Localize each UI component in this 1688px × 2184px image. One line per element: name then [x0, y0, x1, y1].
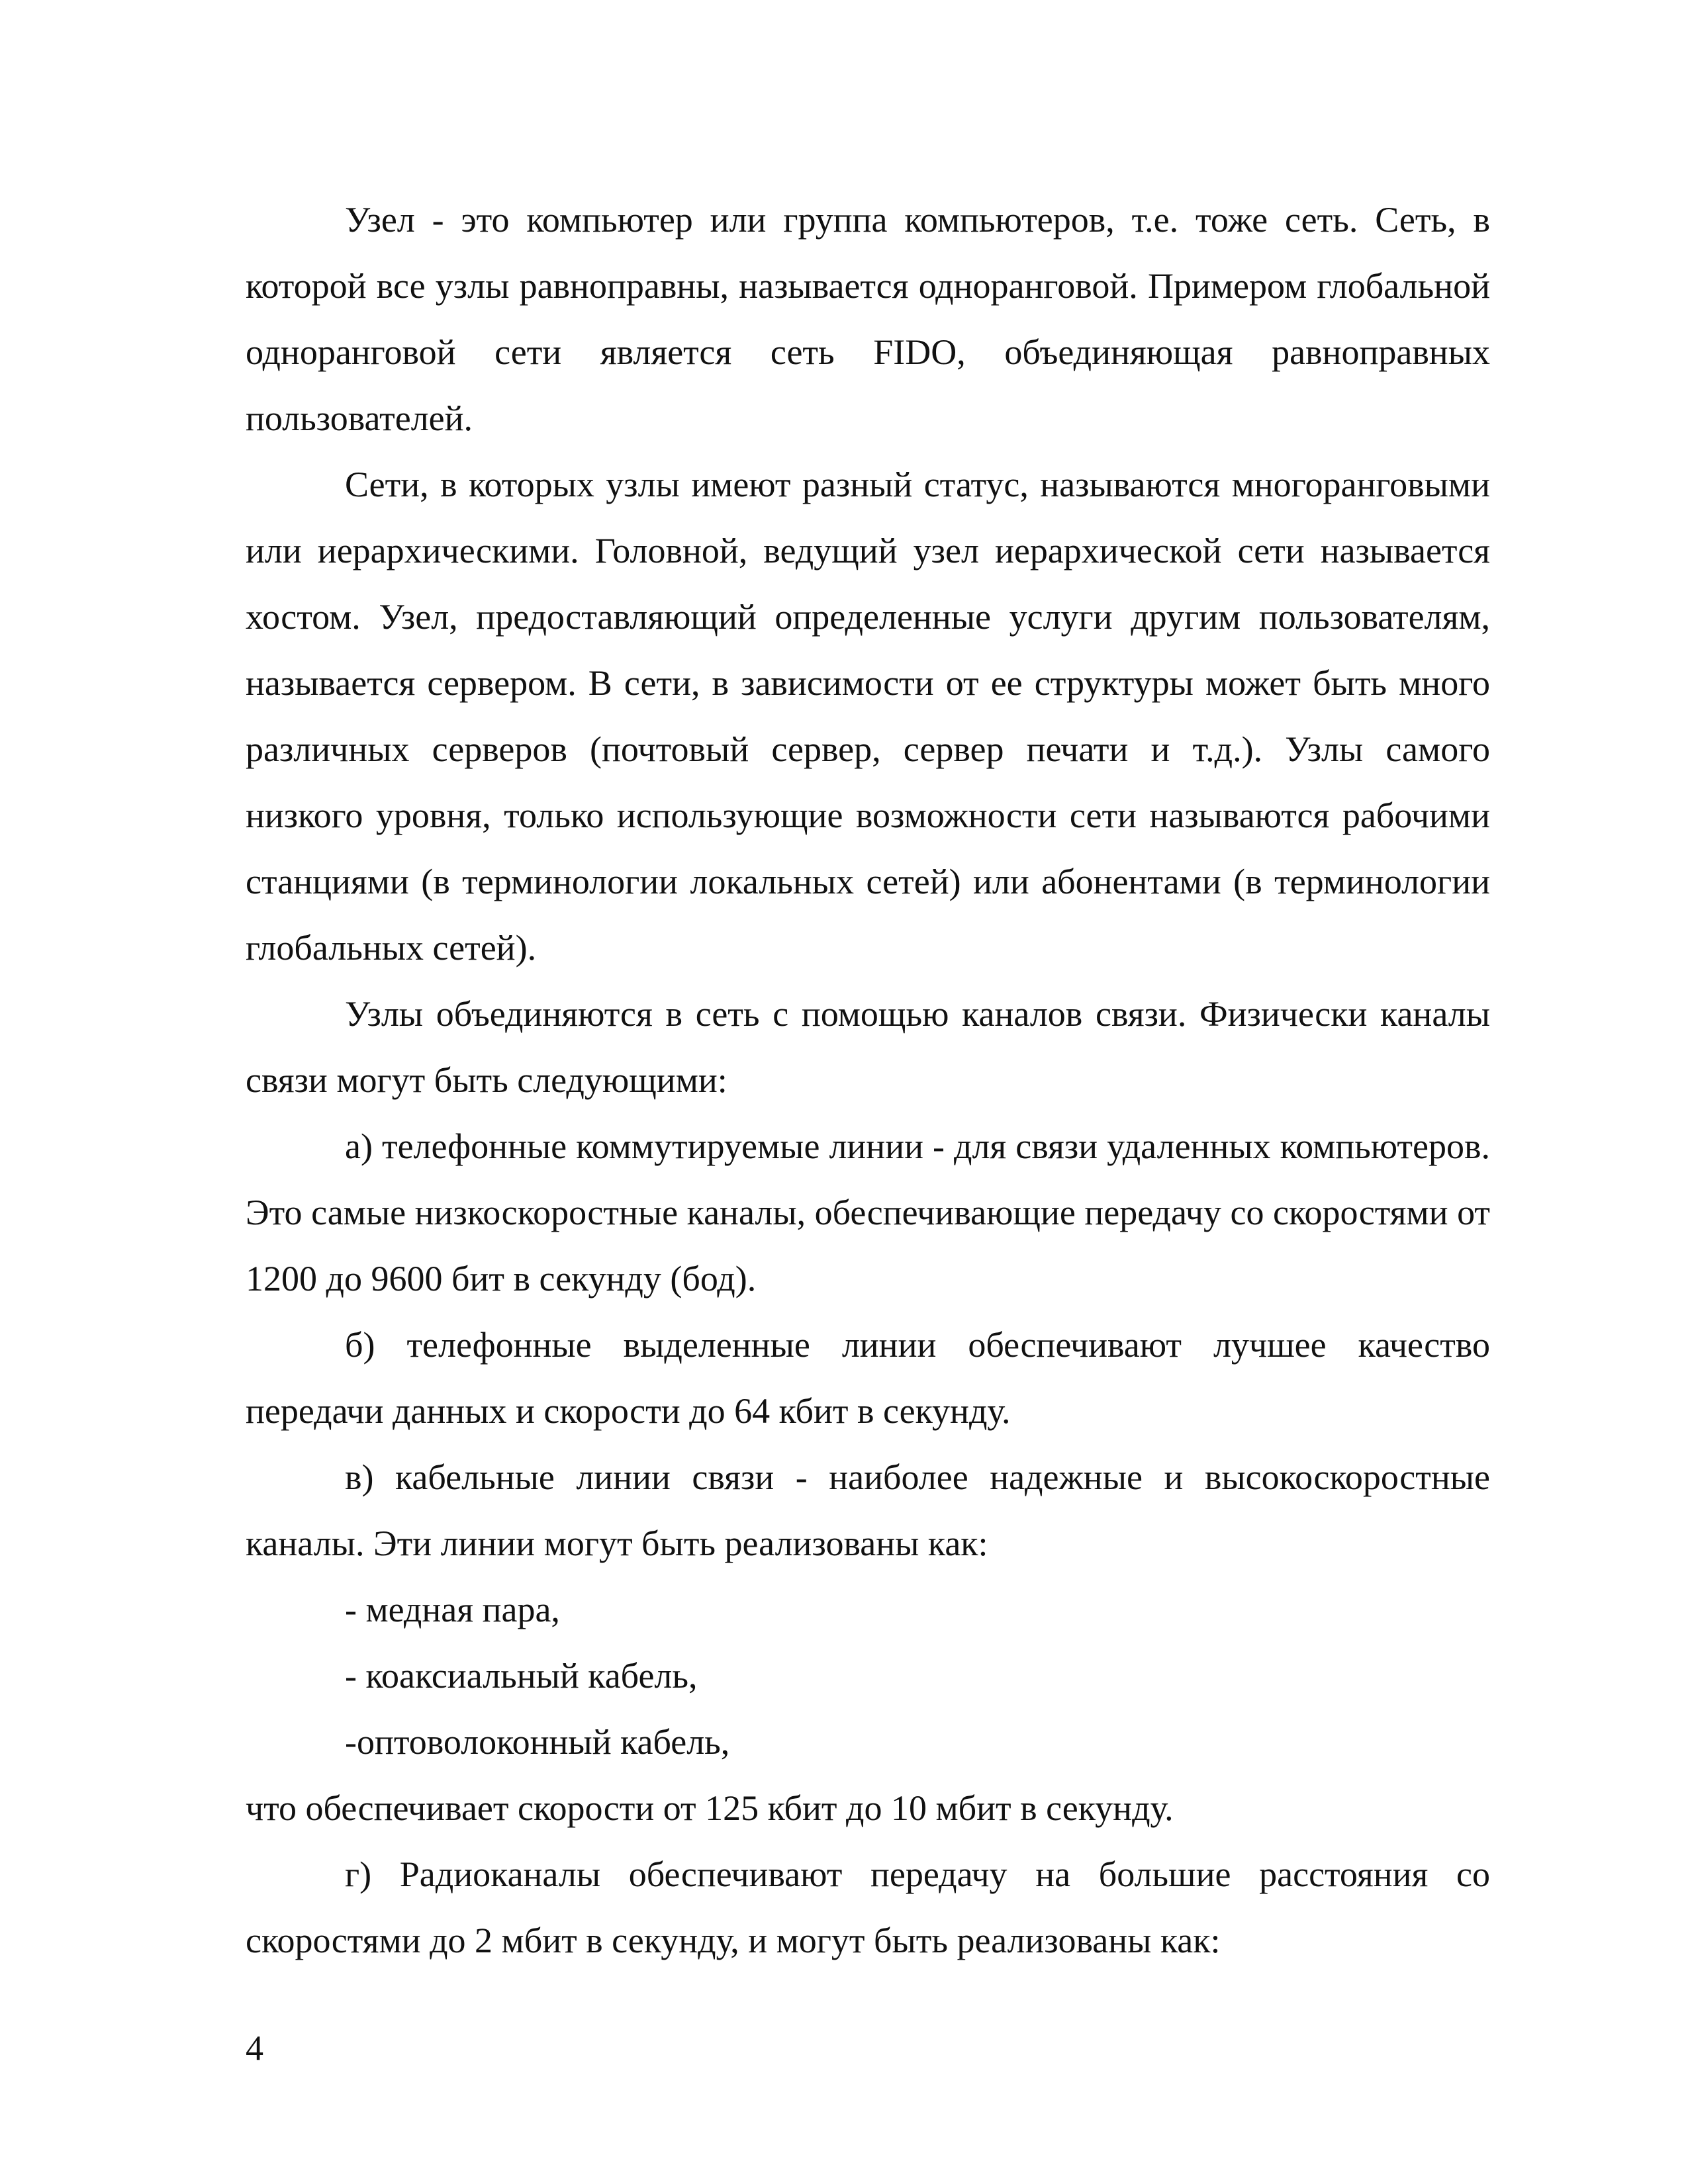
- paragraph-leased-lines: б) телефонные выделенные линии обеспечивают лучшее качество передачи данных и скорости до 64 кбит в секунду.: [246, 1325, 1490, 1431]
- paragraph-hierarchical-networks: Сети, в которых узлы имеют разный статус, называются многоранговыми или иерархическими. Головной, ведущий узел иерархической сети называется хостом. Узел, предоставляющий определенные услуги другим пользователям, называется сервером. В сети, в зависимости от ее структуры может быть много различных серверов (почтовый сервер, сервер печати и т.д.). Узлы самого низкого уровня, только использующие возможности сети называются рабочими станциями (в терминологии локальных сетей) или абонентами (в терминологии глобальных сетей).: [246, 465, 1490, 968]
- paragraph-dialup-lines: а) телефонные коммутируемые линии - для связи удаленных компьютеров. Это самые низкоскоростные каналы, обеспечивающие передачу со скоростями от 1200 до 9600 бит в секунду (бод).: [246, 1126, 1490, 1298]
- list-item-fiber-cable: -оптоволоконный кабель,: [345, 1722, 730, 1762]
- paragraph-node-definition: Узел - это компьютер или группа компьютеров, т.е. тоже сеть. Сеть, в которой все узлы равноправны, называется одноранговой. Примером глобальной одноранговой сети является сеть FIDO, объединяющая равноправных пользователей.: [246, 200, 1490, 438]
- list-item-copper-pair: - медная пара,: [345, 1590, 560, 1629]
- paragraph-cable-speed: что обеспечивает скорости от 125 кбит до 10 мбит в секунду.: [246, 1788, 1174, 1828]
- paragraph-cable-lines: в) кабельные линии связи - наиболее надежные и высокоскоростные каналы. Эти линии могут быть реализованы как:: [246, 1457, 1490, 1563]
- list-item-coaxial-cable: - коаксиальный кабель,: [345, 1656, 698, 1696]
- page-number: 4: [246, 2028, 263, 2068]
- paragraph-communication-channels: Узлы объединяются в сеть с помощью каналов связи. Физически каналы связи могут быть следующими:: [246, 994, 1490, 1100]
- page-body: [246, 187, 1490, 1974]
- paragraph-radio-channels: г) Радиоканалы обеспечивают передачу на большие расстояния со скоростями до 2 мбит в секунду, и могут быть реализованы как:: [246, 1854, 1490, 1960]
